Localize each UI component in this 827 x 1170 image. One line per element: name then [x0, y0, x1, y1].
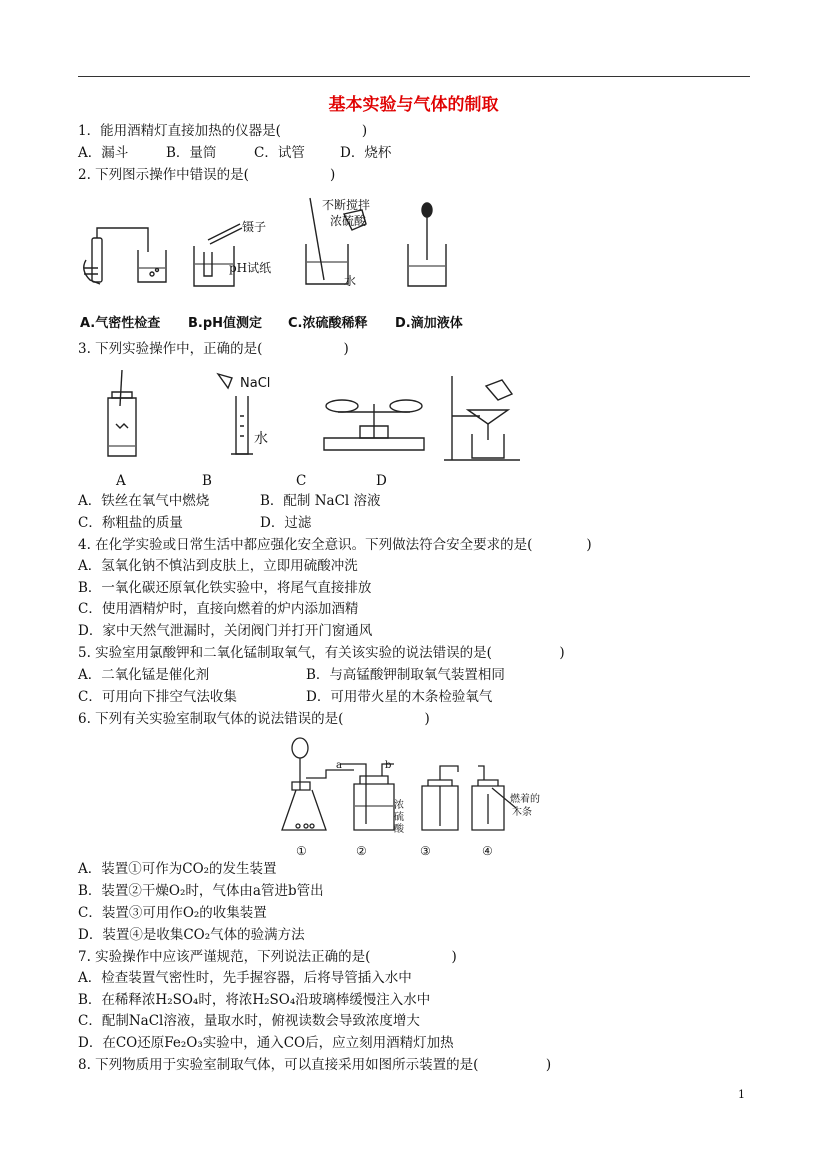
q5-option-d: D．可用带火星的木条检验氧气	[306, 689, 493, 705]
q6-option-d: D．装置④是收集CO₂气体的验满方法	[78, 927, 305, 943]
q6-burning-label-1: 燃着的	[510, 794, 540, 805]
q6-option-c: C．装置③可用作O₂的收集装置	[78, 905, 267, 921]
q1-option-b: B．量筒	[166, 145, 217, 161]
q3-fig-letter-b: B	[202, 473, 212, 489]
q3-option-b: B．配制 NaCl 溶液	[260, 493, 381, 509]
q6-acid-label-2: 硫	[394, 812, 404, 823]
q2-water-label: 水	[344, 274, 357, 288]
q3-fig-a	[108, 370, 136, 456]
q2-stem: 2. 下列图示操作中错误的是( )	[78, 167, 336, 183]
page-title: 基本实验与气体的制取	[328, 95, 499, 115]
q5-stem: 5. 实验室用氯酸钾和二氧化锰制取氧气，有关该实验的说法错误的是( )	[78, 645, 565, 661]
q6-option-a: A．装置①可作为CO₂的发生装置	[78, 861, 277, 877]
q1-option-c: C．试管	[254, 145, 305, 161]
q4-option-c: C．使用酒精炉时，直接向燃着的炉内添加酒精	[78, 601, 359, 617]
q3-option-c: C．称粗盐的质量	[78, 515, 183, 531]
q8-stem: 8. 下列物质用于实验室制取气体，可以直接采用如图所示装置的是( )	[78, 1057, 552, 1073]
q6-burning-label-2: 木条	[512, 807, 532, 818]
q7-option-d: D．在CO还原Fe₂O₃实验中，通入CO后，应立刻用酒精灯加热	[78, 1035, 454, 1051]
header-rule	[78, 76, 750, 77]
q2-acid-label: 浓硫酸	[330, 214, 367, 228]
q3-option-d: D．过滤	[260, 515, 312, 531]
q1-stem: 1．能用酒精灯直接加热的仪器是( )	[78, 123, 368, 139]
q7-option-b: B．在稀释浓H₂SO₄时，将浓H₂SO₄沿玻璃棒缓慢注入水中	[78, 992, 431, 1008]
q6-num-2: ②	[356, 844, 367, 858]
q2-fig-b	[194, 224, 242, 286]
q3-fig-letter-a: A	[116, 473, 126, 489]
q6-label-b: b	[385, 760, 392, 771]
q6-label-a: a	[336, 760, 342, 771]
q5-option-c: C．可用向下排空气法收集	[78, 689, 237, 705]
q6-figure	[276, 734, 566, 842]
q6-num-4: ④	[482, 844, 493, 858]
q2-fig-a	[84, 228, 166, 284]
q1-option-d: D．烧杯	[340, 145, 392, 161]
q3-water-label: 水	[254, 431, 268, 447]
q6-apparatus-1	[282, 738, 354, 830]
q6-stem: 6. 下列有关实验室制取气体的说法错误的是( )	[78, 711, 430, 727]
q5-option-a: A．二氧化锰是催化剂	[78, 667, 210, 683]
q2-fig-d	[408, 203, 446, 286]
q3-fig-c	[324, 400, 424, 450]
q6-num-3: ③	[420, 844, 431, 858]
q6-option-b: B．装置②干燥O₂时，气体由a管进b管出	[78, 883, 324, 899]
q6-num-1: ①	[296, 844, 307, 858]
q3-option-a: A．铁丝在氧气中燃烧	[78, 493, 210, 509]
q6-apparatus-3	[422, 766, 458, 830]
q3-fig-letter-d: D	[376, 473, 387, 489]
q3-stem: 3. 下列实验操作中，正确的是( )	[78, 341, 349, 357]
q4-option-d: D．家中天然气泄漏时，关闭阀门并打开门窗通风	[78, 623, 373, 639]
q4-option-a: A．氢氧化钠不慎沾到皮肤上，立即用硫酸冲洗	[78, 558, 358, 574]
q3-figure	[90, 366, 530, 464]
q7-option-a: A．检查装置气密性时，先手握容器，后将导管插入水中	[78, 970, 412, 986]
q5-option-b: B．与高锰酸钾制取氧气装置相同	[306, 667, 505, 683]
q2-label-c: C.浓硫酸稀释	[288, 316, 368, 331]
q3-nacl-label: NaCl	[240, 376, 271, 391]
q6-acid-label-1: 浓	[394, 800, 404, 811]
q2-label-b: B.pH值测定	[188, 316, 263, 331]
q2-label-a: A.气密性检查	[80, 316, 161, 331]
q3-fig-letter-c: C	[296, 473, 307, 489]
page-number: 1	[738, 1088, 745, 1101]
q4-stem: 4. 在化学实验或日常生活中都应强化安全意识。下列做法符合安全要求的是( )	[78, 537, 592, 553]
q7-option-c: C．配制NaCl溶液，量取水时，俯视读数会导致浓度增大	[78, 1013, 420, 1029]
q2-ph-paper-label: pH试纸	[229, 261, 272, 275]
q2-figure	[78, 190, 478, 308]
q4-option-b: B．一氧化碳还原氧化铁实验中，将尾气直接排放	[78, 580, 372, 596]
q6-acid-label-3: 酸	[394, 824, 404, 835]
q2-label-d: D.滴加液体	[395, 316, 463, 331]
q6-apparatus-2	[340, 764, 394, 830]
q1-option-a: A．漏斗	[78, 145, 129, 161]
q3-fig-d	[444, 376, 520, 460]
q2-stir-label: 不断搅拌	[322, 198, 371, 212]
q2-tweezers-label: 镊子	[242, 220, 267, 234]
q7-stem: 7. 实验操作中应该严谨规范，下列说法正确的是( )	[78, 949, 457, 965]
